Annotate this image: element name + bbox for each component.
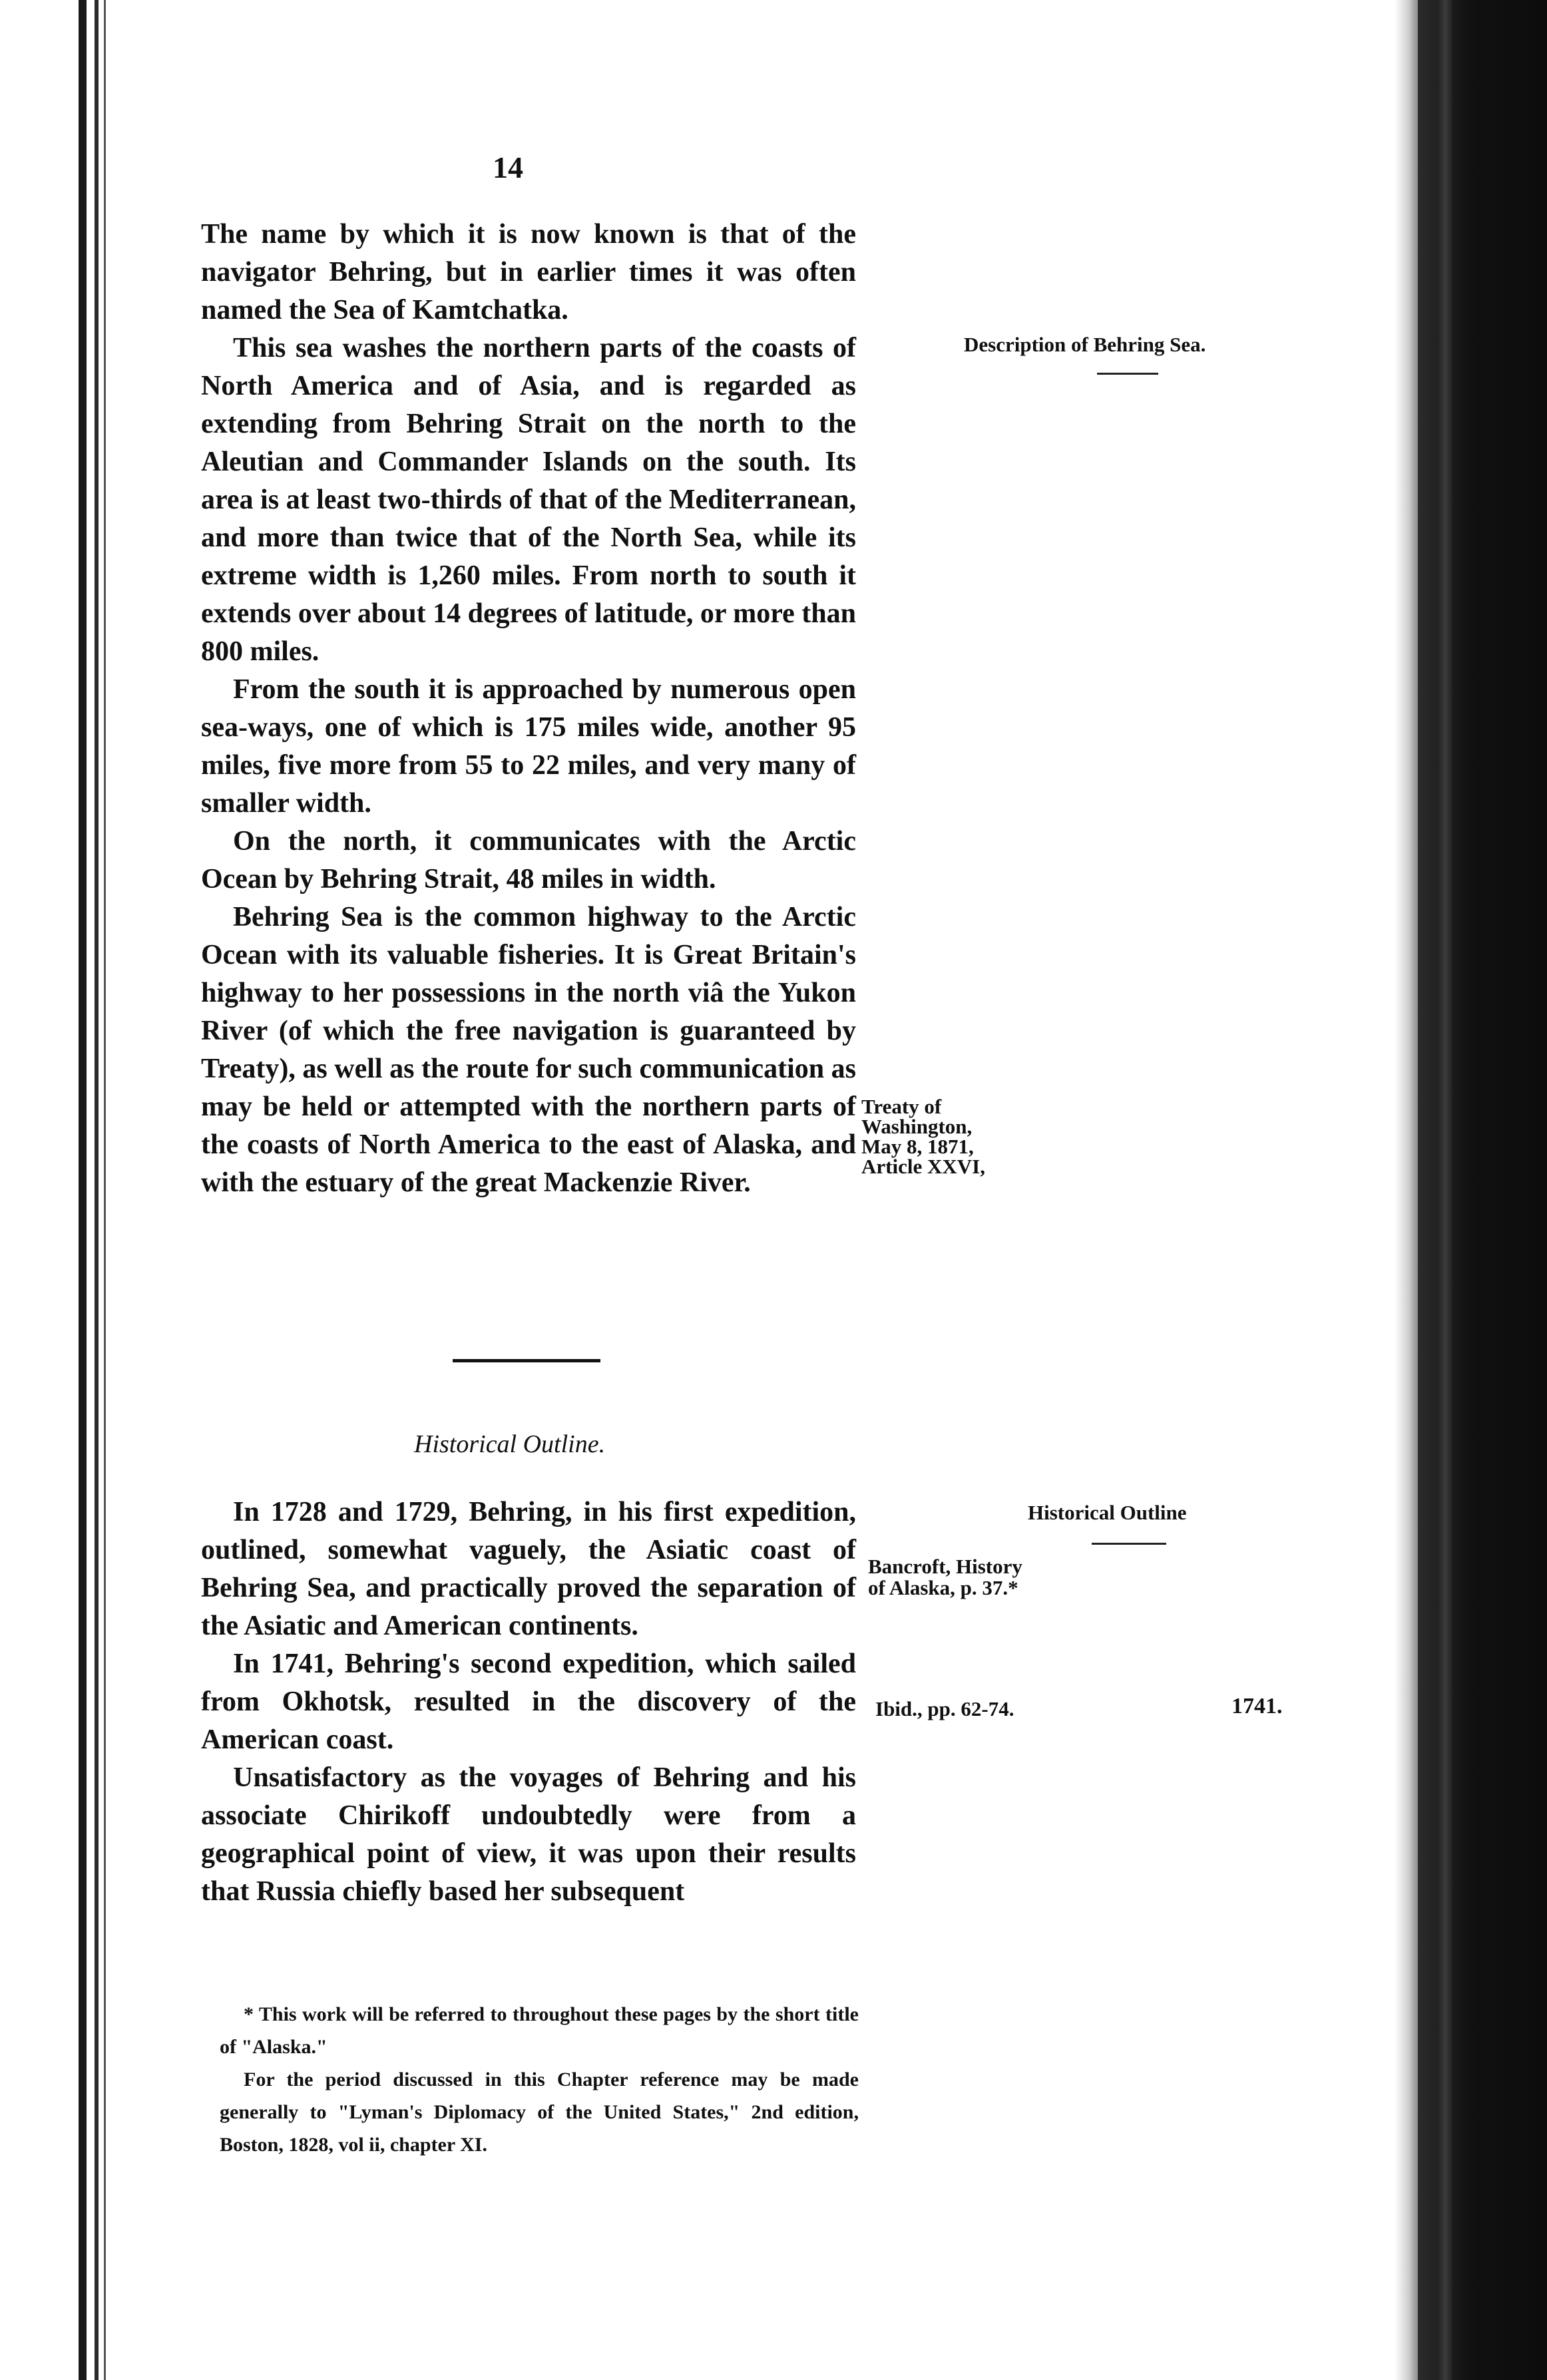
history-text-block — [201, 1493, 856, 1911]
margin-note-bancroft — [868, 1556, 1022, 1599]
scan-right-border-highlight — [1438, 0, 1452, 2380]
main-text-block — [201, 216, 856, 1202]
binding-edge-line — [95, 0, 99, 2380]
footnotes — [220, 1998, 859, 2161]
margin-note-rule — [1097, 373, 1158, 375]
margin-note-description: Description of Behring Sea. — [964, 333, 1206, 356]
margin-note-line: Bancroft, History — [868, 1555, 1022, 1578]
margin-note-historical: Historical Outline — [1028, 1501, 1187, 1524]
margin-note-line: Article XXVI, — [861, 1155, 985, 1178]
paragraph: In 1728 and 1729, Behring, in his first expedition, outlined, somewhat vaguely, the Asiatic coast of Behring Sea, and practically proved the separation of the Asiatic and American continents. — [201, 1497, 856, 1641]
paragraph: In 1741, Behring's second expedition, which sailed from Okhotsk, resulted in the discovery of the American coast. — [201, 1649, 856, 1755]
paragraph: This sea washes the northern parts of the coasts of North America and of Asia, and is regarded as extending from Behring Strait on the north to the Aleutian and Commander Islands on the south. Its area is at least two-thirds of that of the Mediterranean, and more than twice that of the North Sea, while its extreme width is 1,260 miles. From north to south it extends over about 14 degrees of latitude, or more than 800 miles. — [201, 333, 856, 667]
section-heading: Historical Outline. — [414, 1430, 606, 1458]
footnote: For the period discussed in this Chapter reference may be made generally to "Lyman's Diplomacy of the United States," 2nd edition, Boston, 1828, vol ii, chapter XI. — [220, 2069, 859, 2156]
page-number: 14 — [493, 150, 523, 184]
margin-note-rule — [1092, 1543, 1166, 1545]
margin-note-line: of Alaska, p. 37.* — [868, 1576, 1018, 1599]
margin-note-line: Treaty of — [861, 1095, 942, 1118]
paragraph: From the south it is approached by numerous open sea-ways, one of which is 175 miles wide, another 95 miles, five more from 55 to 22 miles, and very many of smaller width. — [201, 674, 856, 819]
margin-note-treaty — [861, 1097, 985, 1177]
paragraph: Behring Sea is the common highway to the Arctic Ocean with its valuable fisheries. It is Great Britain's highway to her possessions in the north viâ the Yukon River (of which the free navigation is guaranteed by Treaty), as well as the route for such communication as may be held or attempted with the northern parts of the coasts of North America to the east of Alaska, and with the estuary of the great Mackenzie River. — [201, 902, 856, 1198]
page-right-shadow — [1395, 0, 1418, 2380]
footnote: * This work will be referred to throughout these pages by the short title of "Alaska." — [220, 2003, 859, 2058]
margin-note-year: 1741. — [1231, 1694, 1283, 1718]
paragraph: Unsatisfactory as the voyages of Behring and his associate Chirikoff undoubtedly were from a geographical point of view, it was upon their results that Russia chiefly based her subsequent — [201, 1762, 856, 1907]
margin-note-ibid: Ibid., pp. 62-74. — [875, 1697, 1014, 1720]
binding-edge-line — [104, 0, 106, 2380]
margin-note-line: Washington, — [861, 1115, 973, 1138]
paragraph: The name by which it is now known is that of the navigator Behring, but in earlier times it was often named the Sea of Kamtchatka. — [201, 219, 856, 325]
binding-edge-line — [79, 0, 87, 2380]
margin-note-line: May 8, 1871, — [861, 1135, 974, 1158]
paragraph: On the north, it communicates with the Arctic Ocean by Behring Strait, 48 miles in width. — [201, 826, 856, 894]
section-divider — [453, 1359, 600, 1362]
